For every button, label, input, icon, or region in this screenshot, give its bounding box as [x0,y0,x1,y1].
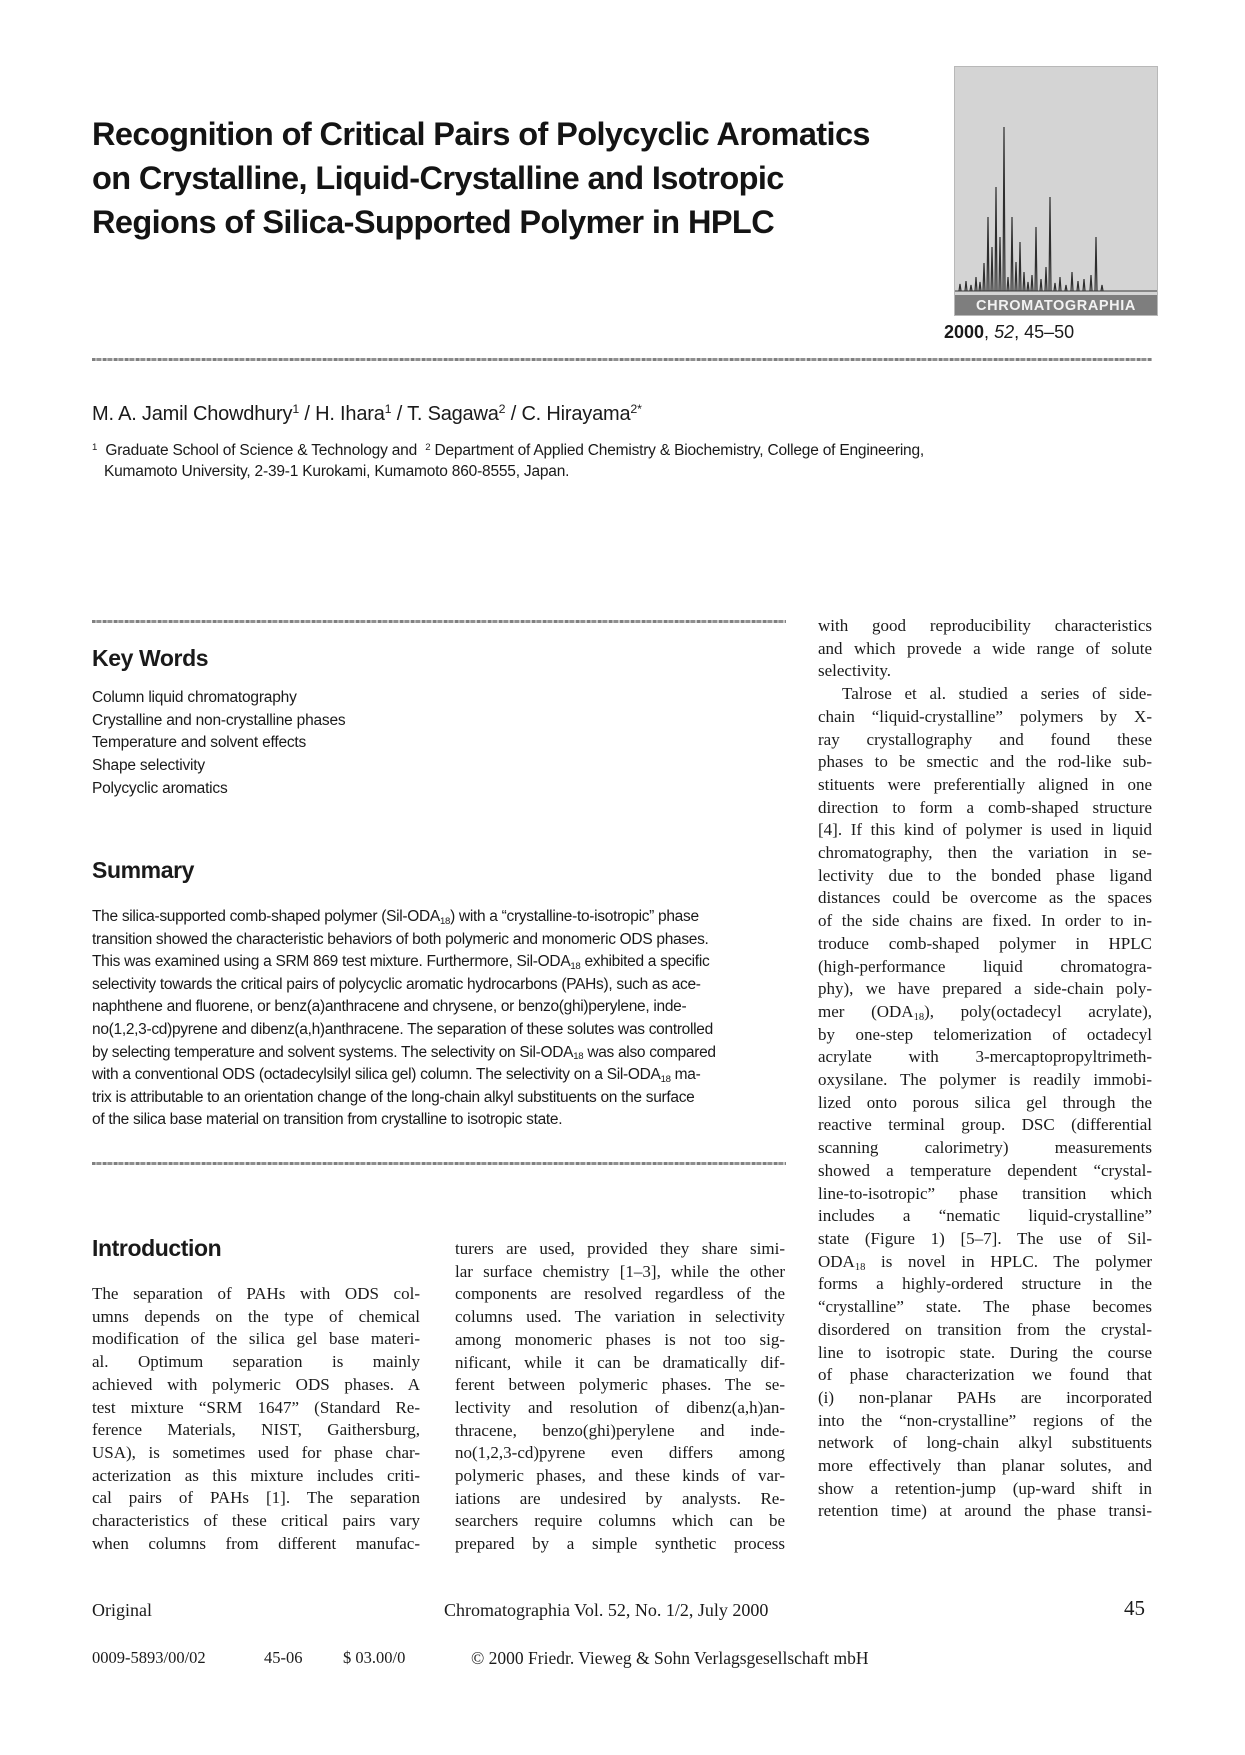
keyword-item: Crystalline and non-crystalline phases [92,711,346,729]
text-line: al. Optimum separation is mainly [92,1352,420,1372]
keyword-item: Temperature and solvent effects [92,734,307,752]
summary-line: selectivity towards the critical pairs of polycyclic aromatic hydrocarbons (PAHs), such as ace- [92,975,701,993]
summary-line: This was examined using a SRM 869 test mixture. Furthermore, Sil-$ODA_{18}$ exhibited a specific [92,953,710,973]
text-line: troduce comb-shaped polymer in HPLC [818,933,1152,953]
text-line: lar surface chemistry [1–3], while the other [455,1261,785,1281]
page-number: 45 [1124,1596,1145,1620]
text-line: with good reproducibility characteristics [818,616,1152,635]
text-line: distances could be overcome as the spaces [818,888,1152,908]
text-line: “crystalline” state. The phase becomes [818,1297,1152,1317]
keyword-item: Column liquid chromatography [92,689,297,706]
text-line: lectivity and resolution of dibenz(a,h)an- [455,1397,785,1417]
keyword-item: Shape selectivity [92,757,205,775]
author-list [92,401,1152,427]
text-line: by one-step telomerization of octadecyl [818,1024,1152,1044]
introduction-column-2 [455,1238,785,1556]
text-line: ferent between polymeric phases. The se- [455,1375,785,1395]
citation: 2000, 52, 45–50 [944,322,1075,342]
summary-line: The silica-supported comb-shaped polymer $(Sil-ODA_{18})$ with a “crystalline-to-isotropic” phase [92,908,699,927]
citation-year: 2000 [944,322,985,342]
article-type: Original [92,1600,152,1620]
text-line: and which provede a wide range of solute [818,638,1152,658]
text-line: more effectively than planar solutes, and [818,1456,1152,1476]
text-line: line-to-isotropic” phase transition which [818,1183,1152,1203]
text-line: phy), we have prepared a side-chain poly- [818,979,1152,999]
author: H. Ihara$^1$ [315,402,392,425]
text-line: components are resolved regardless of the [455,1284,785,1304]
author: C. Hirayama$^{2*}$ [521,402,642,425]
text-line: lized onto porous silica gel through the [818,1092,1152,1112]
text-line: $ODA_{18}$ is novel in HPLC. The polymer [818,1251,1152,1273]
affiliation-line: $^1$ Graduate School of Science & Technology and $^2$ Department of Applied Chemistry & Biochemistry, College of Engineering, [92,441,925,459]
author-separator: / [391,403,408,425]
summary-line: trix is attributable to an orientation change of the long-chain alkyl substituents on the surface [92,1088,695,1106]
text-line: of phase characterization we found that [818,1365,1152,1385]
page-code: 45-06 [264,1648,303,1667]
summary-line: transition showed the characteristic behaviors of both polymeric and monomeric ODS phases. [92,930,709,948]
text-line: state (Figure 1) [5–7]. The use of Sil- [818,1228,1152,1248]
text-line: USA), is sometimes used for phase char- [92,1442,420,1462]
text-line: when columns from different manufac- [92,1533,420,1553]
text-line: test mixture “SRM 1647” (Standard Re- [92,1397,420,1417]
citation-volume: 52 [994,322,1015,342]
text-line: turers are used, provided they share simi- [455,1239,785,1258]
text-line: ference Materials, NIST, Gaithersburg, [92,1420,420,1440]
summary-line: by selecting temperature and solvent systems. The selectivity on Sil-$ODA_{18}$ was also compared [92,1043,716,1063]
summary-line: no(1,2,3-cd)pyrene and dibenz(a,h)anthracene. The separation of these solutes was controlled [92,1020,713,1038]
title-line: on Crystalline, Liquid-Crystalline and Isotropic [92,160,784,196]
citation-pages: 45–50 [1024,322,1075,342]
author: T. Sagawa$^2$ [407,402,506,425]
text-line: thracene, benzo(ghi)perylene and inde- [455,1420,785,1440]
article-price: $ 03.00/0 [343,1648,406,1667]
author: M. A. Jamil Chowdhury$^1$ [92,402,300,425]
text-line: characteristics of these critical pairs vary [92,1511,420,1531]
text-line: selectivity. [818,661,892,681]
text-line: iations are undesired by analysts. Re- [455,1488,785,1508]
text-line: line to isotropic state. During the course [818,1342,1152,1362]
text-line: chain “liquid-crystalline” polymers by X- [818,706,1152,726]
keywords-divider [92,620,786,623]
text-line: forms a highly-ordered structure in the [818,1274,1152,1294]
summary-line: with a conventional ODS (octadecylsilyl silica gel) column. The selectivity on a Sil-$ODA_{18}$ ma- [92,1066,701,1086]
affiliation-line: Kumamoto University, 2-39-1 Kurokami, Kumamoto 860-8555, Japan. [104,463,570,480]
summary-heading: Summary [92,857,195,883]
affiliation [92,440,1152,482]
text-line: oxysilane. The polymer is readily immobi- [818,1070,1152,1090]
text-line: showed a temperature dependent “crystal- [818,1160,1152,1180]
text-line: scanning calorimetry) measurements [818,1138,1152,1158]
text-line: show a retention-jump (up-ward shift in [818,1478,1152,1498]
keywords-list [92,687,692,801]
introduction-column-3 [818,615,1152,1523]
title-line: Regions of Silica-Supported Polymer in HPLC [92,204,775,240]
text-line: retention time) at around the phase transi- [818,1501,1152,1521]
title-line: Recognition of Critical Pairs of Polycyclic Aromatics [92,116,870,152]
text-line: mer $(ODA_{18})$, poly(octadecyl acrylate), [818,1001,1152,1024]
summary-line: naphthene and fluorene, or benz(a)anthracene and chrysene, or benzo(ghi)perylene, inde- [92,998,687,1016]
text-line: (high-performance liquid chromatogra- [818,956,1152,976]
text-line: umns depends on the type of chemical [92,1306,420,1326]
journal-wordmark: CHROMATOGRAPHIA [955,295,1157,316]
text-line: Talrose et al. studied a series of side- [842,684,1152,704]
chromatogram-icon [955,67,1158,295]
text-line: no(1,2,3-cd)pyrene even differs among [455,1443,785,1463]
journal-logo [954,66,1158,316]
paper-title [92,112,952,244]
text-line: acterization as this mixture includes criti- [92,1465,420,1485]
text-line: among monomeric phases is not too sig- [455,1329,785,1349]
text-line: [4]. If this kind of polymer is used in liquid [818,820,1152,840]
text-line: stituents were preferentially aligned in one [818,774,1152,794]
text-line: lectivity due to the bonded phase ligand [818,865,1152,885]
text-line: columns used. The variation in selectivity [455,1307,785,1327]
text-line: nificant, while it can be dramatically dif- [455,1352,785,1372]
text-line: direction to form a comb-shaped structure [818,797,1152,817]
keyword-item: Polycyclic aromatics [92,779,228,797]
text-line: acrylate with 3-mercaptopropyltrimeth- [818,1047,1152,1067]
summary-line: of the silica base material on transition from crystalline to isotropic state. [92,1111,563,1129]
text-line: achieved with polymeric ODS phases. A [92,1374,420,1394]
keywords-heading: Key Words [92,645,209,671]
text-line: searchers require columns which can be [455,1511,785,1531]
summary-text [92,906,786,1132]
text-line: phases to be smectic and the rod-like sub- [818,752,1152,772]
text-line: (i) non-planar PAHs are incorporated [818,1387,1152,1407]
text-line: ray crystallography and found these [818,729,1152,749]
author-separator: / [299,403,316,425]
introduction-column-1 [92,1283,420,1555]
text-line: disordered on transition from the crystal- [818,1319,1152,1339]
text-line: network of long-chain alkyl substituents [818,1433,1152,1453]
text-line: The separation of PAHs with ODS col- [92,1284,420,1303]
text-line: into the “non-crystalline” regions of the [818,1410,1152,1430]
text-line: polymeric phases, and these kinds of var- [455,1466,785,1486]
text-line: reactive terminal group. DSC (differential [818,1115,1152,1135]
copyright: © 2000 Friedr. Vieweg & Sohn Verlagsgesellschaft mbH [471,1648,869,1668]
introduction-heading: Introduction [92,1235,222,1261]
text-line: cal pairs of PAHs [1]. The separation [92,1488,420,1508]
text-line: chromatography, then the variation in se- [818,843,1152,863]
author-separator: / [505,403,522,425]
issn-code: 0009-5893/00/02 [92,1648,206,1667]
text-line: includes a “nematic liquid-crystalline” [818,1206,1152,1226]
text-line: modification of the silica gel base materi- [92,1329,420,1349]
text-line: prepared by a simple synthetic process [455,1534,785,1554]
text-line: of the side chains are fixed. In order to in- [818,911,1152,931]
summary-divider [92,1162,786,1165]
header-divider [92,358,1152,361]
journal-issue: Chromatographia Vol. 52, No. 1/2, July 2000 [444,1600,769,1620]
